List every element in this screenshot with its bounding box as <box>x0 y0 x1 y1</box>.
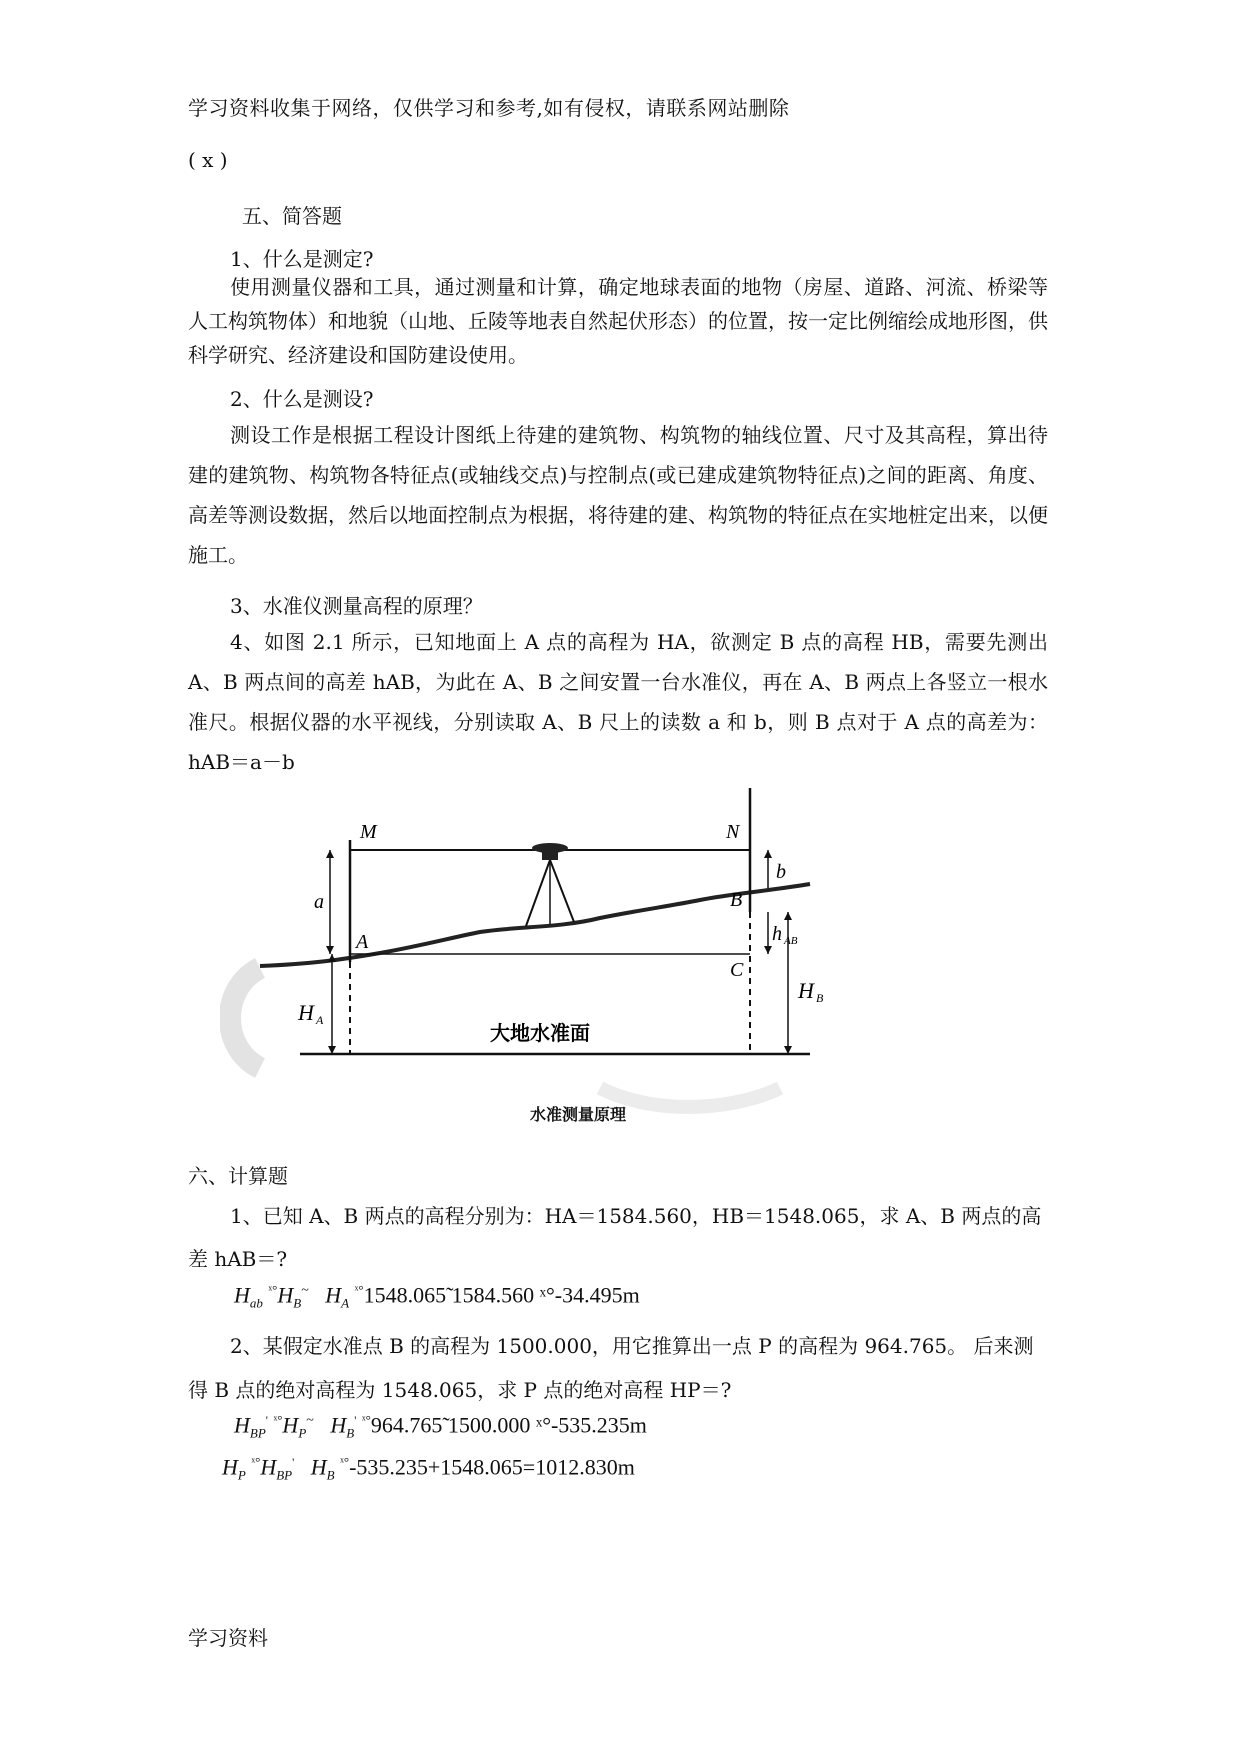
formula-3-result: -535.235+1548.065=1012.830m <box>349 1454 635 1480</box>
label-B: B <box>730 889 743 911</box>
answer-2: 测设工作是根据工程设计图纸上待建的建筑物、构筑物的轴线位置、尺寸及其高程，算出待建的建筑物、构筑物各特征点(或轴线交点)与控制点(或已建成建筑物特征点)之间的距离、角度、高差等测设数据，然后以地面控制点为根据，将待建的建、构筑物的特征点在实地桩定出来，以便施工。 <box>188 423 1048 567</box>
formula-2: $H_{BP}'$ $^{ˣ^\circ}H_P^\sim$ $H_B'$ $^{ˣ^\circ}$964.765̃ 1500.000 ˣ°-535.235m <box>234 1412 647 1441</box>
answer-mark: ( x ) <box>188 148 228 172</box>
page-footer: 学习资料 <box>188 1626 268 1650</box>
question-1: 1、什么是测定? <box>230 247 374 271</box>
section-5-title: 五、简答题 <box>242 204 342 228</box>
question-2: 2、什么是测设? <box>230 387 374 411</box>
section-6-title: 六、计算题 <box>188 1164 288 1188</box>
label-N: N <box>726 821 740 843</box>
label-hAB-sub: AB <box>784 935 798 947</box>
label-a: a <box>314 891 324 913</box>
question-3: 3、水准仪测量高程的原理？ <box>230 594 483 618</box>
leveling-diagram <box>220 788 870 1128</box>
answer-3: 4、如图 2.1 所示，已知地面上 A 点的高程为 HA，欲测定 B 点的高程 HB，需要先测出 A、B 两点间的高差 hAB，为此在 A、B 之间安置一台水准仪，再在 A、B 两点上各竖立一根水准尺。根据仪器的水平视线，分别读取 A、B 尺上的读数 a 和 b，则 B 点对于 A 点的高差为： hAB＝a－b <box>188 630 1048 774</box>
label-HA: H <box>298 1000 314 1025</box>
label-HB: H <box>798 978 814 1003</box>
label-datum: 大地水准面 <box>490 1021 590 1045</box>
label-HA-sub: A <box>316 1013 324 1027</box>
label-hAB: h <box>772 923 782 945</box>
answer-1: 使用测量仪器和工具，通过测量和计算，确定地球表面的地物（房屋、道路、河流、桥梁等人工构筑物体）和地貌（山地、丘陵等地表自然起伏形态）的位置，按一定比例缩绘成地形图，供科学研究、经济建设和国防建设使用。 <box>188 275 1048 367</box>
formula-3: $H_P$ $^{ˣ^\circ}H_{BP}'$ $H_B$ $^{ˣ^\circ}$-535.235+1548.065=1012.830m <box>222 1454 635 1483</box>
formula-1-result: 1548.065̃ 1584.560 ˣ°-34.495m <box>363 1282 640 1308</box>
calc-question-1-line2: 差 hAB＝? <box>188 1247 288 1271</box>
label-HB-sub: B <box>816 991 824 1005</box>
calc-question-1-line1: 1、已知 A、B 两点的高程分别为：HA＝1584.560，HB＝1548.065，求 A、B 两点的高 <box>230 1204 1042 1228</box>
formula-1: $H_{ab}$ $^{ˣ^\circ}H_B^\sim$ $H_A$ $^{ˣ^\circ}$1548.065̃ 1584.560 ˣ°-34.495m <box>234 1282 640 1311</box>
label-b: b <box>776 861 786 883</box>
label-M: M <box>360 821 377 843</box>
label-A: A <box>356 931 369 953</box>
calc-question-2-line1: 2、某假定水准点 B 的高程为 1500.000，用它推算出一点 P 的高程为 964.765。 后来测 <box>230 1334 1034 1358</box>
figure-caption: 水准测量原理 <box>530 1105 627 1124</box>
label-C: C <box>730 959 744 981</box>
calc-question-2-line2: 得 B 点的绝对高程为 1548.065，求 P 点的绝对高程 HP＝? <box>188 1378 732 1402</box>
page-header: 学习资料收集于网络，仅供学习和参考,如有侵权，请联系网站删除 <box>188 96 790 120</box>
formula-2-result: 964.765̃ 1500.000 ˣ°-535.235m <box>370 1412 647 1438</box>
